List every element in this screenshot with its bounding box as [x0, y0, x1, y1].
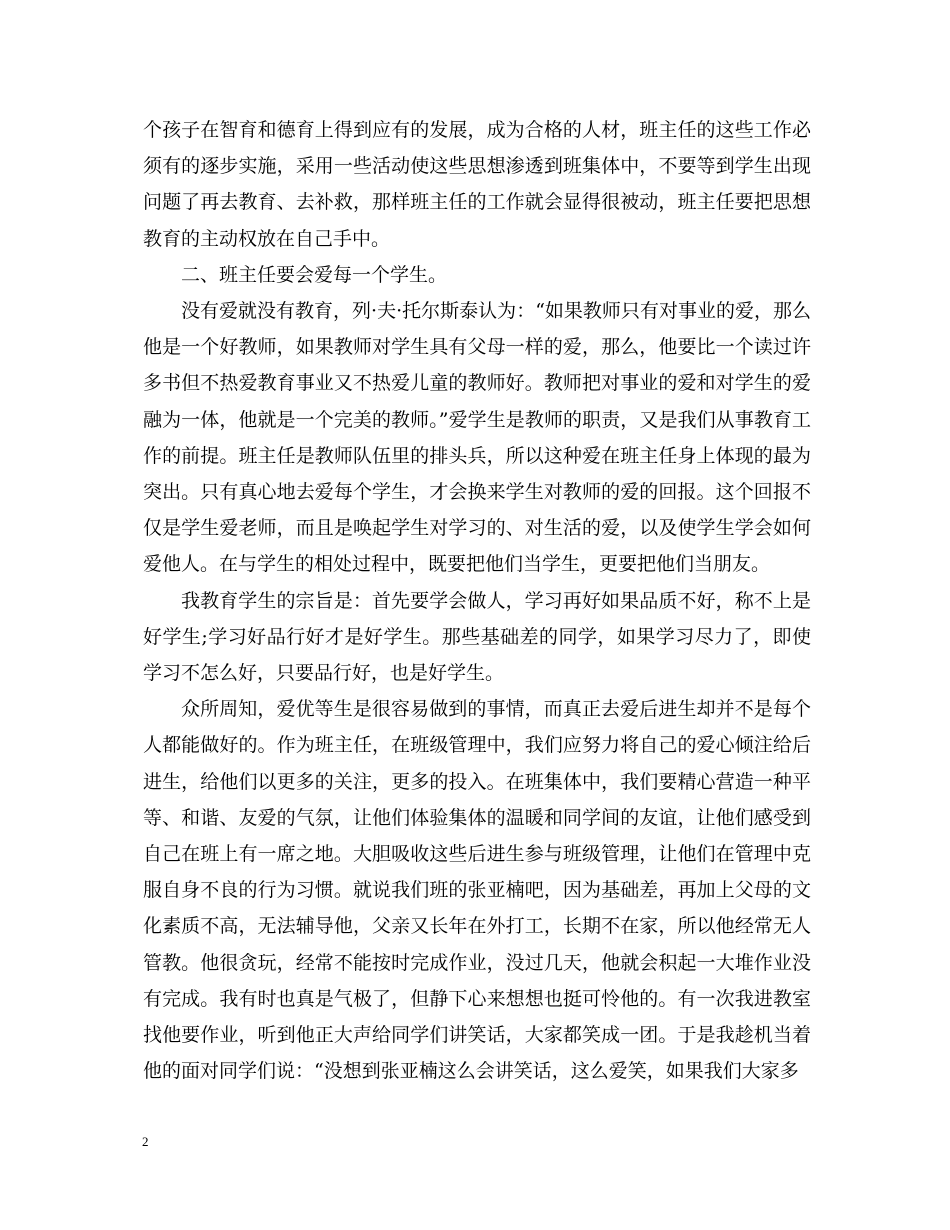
section-heading: 二、班主任要会爱每一个学生。 [181, 263, 448, 286]
page-number: 2 [142, 1134, 149, 1149]
body-text [143, 112, 811, 1089]
paragraph: 我教育学生的宗旨是：首先要学会做人，学习再好如果品质不好，称不上是好学生;学习好品行好才是好学生。那些基础差的同学，如果学习尽力了，即使学习不怎么好，只要品行好，也是好学生。 [143, 589, 811, 685]
paragraph: 众所周知，爱优等生是很容易做到的事情，而真正去爱后进生却并不是每个人都能做好的。作为班主任，在班级管理中，我们应努力将自己的爱心倾注给后进生，给他们以更多的关注，更多的投入。在班集体中，我们要精心营造一种平等、和谐、友爱的气氛，让他们体验集体的温暖和同学间的友谊，让他们感受到自己在班上有一席之地。大胆吸收这些后进生参与班级管理，让他们在管理中克服自身不良的行为习惯。就说我们班的张亚楠吧，因为基础差，再加上父母的文化素质不高，无法辅导他，父亲又长年在外打工，长期不在家，所以他经常无人管教。他很贪玩，经常不能按时完成作业，没过几天，他就会积起一大堆作业没有完成。我有时也真是气极了，但静下心来想想也挺可怜他的。有一次我进教室找他要作业，听到他正大声给同学们讲笑话，大家都笑成一团。于是我趁机当着他的面对同学们说：“没想到张亚楠这么会讲笑话，这么爱笑，如果我们大家多 [143, 698, 811, 1083]
paragraph: 没有爱就没有教育，列·夫·托尔斯泰认为：“如果教师只有对事业的爱，那么他是一个好教师，如果教师对学生具有父母一样的爱，那么，他要比一个读过许多书但不热爱教育事业又不热爱儿童的教师好。教师把对事业的爱和对学生的爱融为一体，他就是一个完美的教师。”爱学生是教师的职责，又是我们从事教育工作的前提。班主任是教师队伍里的排头兵，所以这种爱在班主任身上体现的最为突出。只有真心地去爱每个学生，才会换来学生对教师的爱的回报。这个回报不仅是学生爱老师，而且是唤起学生对学习的、对生活的爱，以及使学生学会如何爱他人。在与学生的相处过程中，既要把他们当学生，更要把他们当朋友。 [143, 300, 811, 576]
paragraph: 个孩子在智育和德育上得到应有的发展，成为合格的人材，班主任的这些工作必须有的逐步实施，采用一些活动使这些思想渗透到班集体中，不要等到学生出现问题了再去教育、去补救，那样班主任的工作就会显得很被动，班主任要把思想教育的主动权放在自己手中。 [143, 119, 811, 250]
